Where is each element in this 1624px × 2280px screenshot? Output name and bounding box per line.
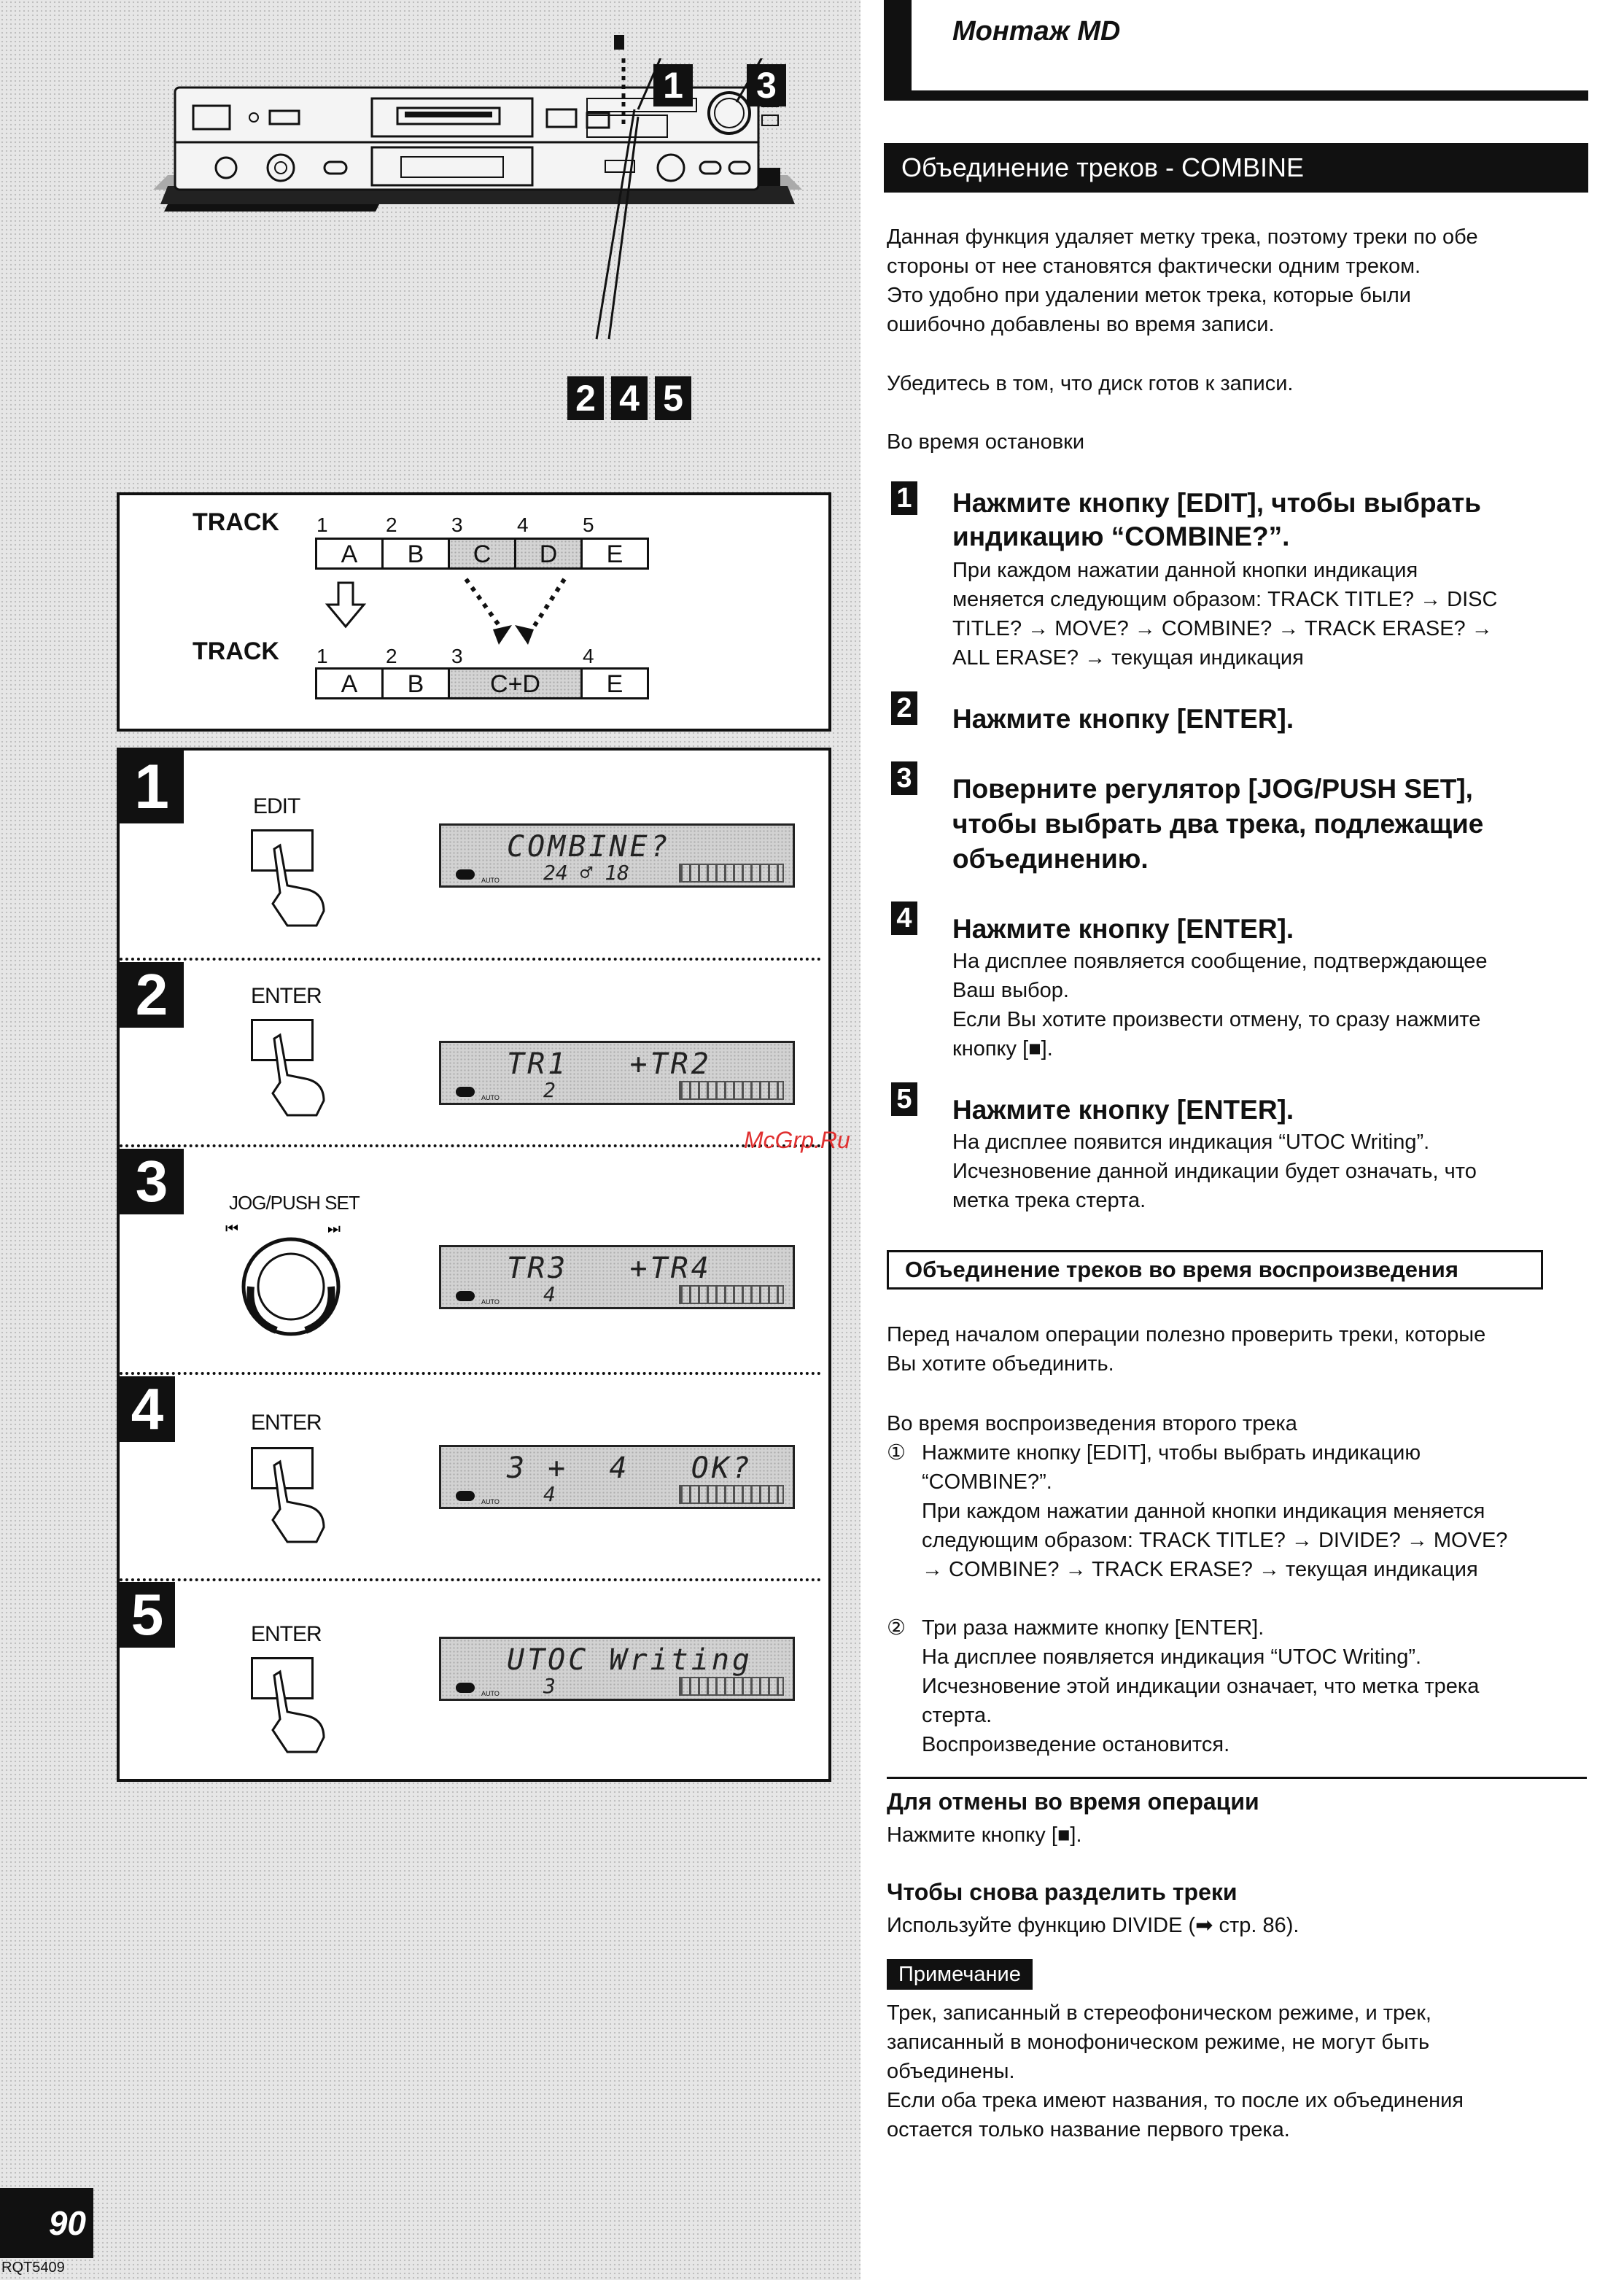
track-number: 3 (451, 513, 463, 536)
doc-code: RQT5409 (1, 2260, 65, 2276)
intro-line: ошибочно добавлены во время записи. (887, 313, 1275, 336)
note-label: Примечание (887, 1959, 1033, 1990)
note-line: Если оба трека имеют названия, то после их объединения (887, 2089, 1464, 2112)
step-heading: Нажмите кнопку [EDIT], чтобы выбрать (952, 488, 1481, 518)
list-item-line: Воспроизведение остановится. (922, 1733, 1230, 1756)
step-body: На дисплее появится индикация “UTOC Writing”. (952, 1131, 1430, 1154)
list-item-line: Три раза нажмите кнопку [ENTER]. (922, 1616, 1264, 1640)
panel-step-2: 2 (120, 962, 184, 1028)
cancel-text: Нажмите кнопку [■]. (887, 1823, 1082, 1847)
track-number: 3 (451, 645, 463, 667)
list-item-line: стерта. (922, 1704, 992, 1727)
step-body: TITLE? → MOVE? → COMBINE? → TRACK ERASE? → (952, 617, 1493, 640)
header-bar (884, 0, 912, 95)
intro-line: стороны от нее становятся фактически одним треком. (887, 255, 1421, 278)
split-title: Чтобы снова разделить треки (887, 1879, 1238, 1905)
cancel-title: Для отмены во время операции (887, 1788, 1259, 1815)
display-panel-5 (439, 1637, 795, 1701)
device-callout-2: 2 (567, 376, 604, 420)
track-cell: C (448, 538, 516, 570)
page-title: Монтаж MD (952, 16, 1121, 47)
display-auto-label: AUTO (481, 1298, 500, 1306)
track-diagram (117, 492, 831, 732)
list-item-line: → COMBINE? → TRACK ERASE? → текущая индикация (922, 1558, 1478, 1581)
display-text: TR3 +TR4 (507, 1252, 712, 1285)
display-auto-label: AUTO (481, 877, 500, 884)
step-heading: Поверните регулятор [JOG/PUSH SET], (952, 774, 1473, 804)
track-cell: A (315, 667, 384, 699)
intro-line: Это удобно при удалении меток трека, которые были (887, 284, 1411, 307)
note-line: записанный в монофоническом режиме, не могут быть (887, 2031, 1430, 2054)
enter-button-label: ENTER (251, 984, 322, 1008)
step-heading: объединению. (952, 844, 1149, 874)
display-text: COMBINE? (507, 830, 671, 864)
display-subtext: 24 ♂ 18 (543, 861, 630, 885)
display-panel-1 (439, 823, 795, 888)
panel-step-3: 3 (120, 1149, 184, 1214)
enter-button-label: ENTER (251, 1622, 322, 1646)
jog-label: JOG/PUSH SET (229, 1192, 360, 1214)
panel-divider (120, 1578, 821, 1581)
ready-text: Убедитесь в том, что диск готов к записи. (887, 372, 1294, 395)
step-body: Если Вы хотите произвести отмену, то сразу нажмите (952, 1008, 1481, 1031)
track-cell: B (381, 667, 450, 699)
step-heading: Нажмите кнопку [ENTER]. (952, 914, 1294, 944)
track-cell: B (381, 538, 450, 570)
device-callout-3: 3 (747, 64, 786, 106)
panel-divider (120, 958, 821, 961)
display-panel-2 (439, 1041, 795, 1105)
track-cell: E (580, 538, 649, 570)
step-number-1: 1 (891, 481, 917, 515)
panel-step-4: 4 (120, 1376, 175, 1442)
note-line: объединены. (887, 2060, 1015, 2083)
step-number-4: 4 (891, 901, 917, 935)
display-panel-4 (439, 1445, 795, 1509)
step-number-3: 3 (891, 761, 917, 795)
track-number: 4 (583, 645, 594, 667)
display-subtext: 2 (543, 1078, 556, 1102)
note-line: Трек, записанный в стереофоническом режиме, и трек, (887, 2001, 1431, 2025)
pressing-hand-icon (265, 1668, 331, 1756)
list-item-line: На дисплее появляется индикация “UTOC Writing”. (922, 1645, 1422, 1669)
track-cell: A (315, 538, 384, 570)
panel-divider (120, 1372, 821, 1375)
track-number: 1 (316, 645, 328, 667)
header-rule (884, 90, 1588, 101)
track-number: 1 (316, 513, 328, 536)
track-number: 4 (517, 513, 529, 536)
enter-button-label: ENTER (251, 1411, 322, 1435)
panel-step-1: 1 (120, 751, 184, 823)
step-body: метка трека стерта. (952, 1189, 1146, 1212)
step-body: ALL ERASE? → текущая индикация (952, 646, 1304, 670)
step-number-5: 5 (891, 1082, 917, 1116)
step-heading: чтобы выбрать два трека, подлежащие (952, 809, 1484, 839)
pressing-hand-icon (265, 1458, 331, 1546)
section-rule (887, 1777, 1587, 1779)
note-line: остается только название первого трека. (887, 2118, 1290, 2141)
step-body: меняется следующим образом: TRACK TITLE? → DISC (952, 588, 1498, 611)
list-item-line: Нажмите кнопку [EDIT], чтобы выбрать индикацию (922, 1441, 1421, 1465)
display-subtext: 3 (543, 1674, 556, 1698)
split-text: Используйте функцию DIVIDE (➡ стр. 86). (887, 1914, 1299, 1937)
list-item-line: “COMBINE?”. (922, 1470, 1052, 1494)
pressing-hand-icon (265, 842, 331, 929)
display-auto-label: AUTO (481, 1498, 500, 1505)
merge-arrows (324, 575, 586, 656)
track-number: 5 (583, 513, 594, 536)
display-subtext: 4 (543, 1482, 556, 1506)
pressing-hand-icon (265, 1031, 331, 1119)
playback-intro: Перед началом операции полезно проверить треки, которые (887, 1323, 1486, 1346)
list-marker: ② (887, 1616, 906, 1640)
panel-divider (120, 1144, 821, 1147)
step-heading: Нажмите кнопку [ENTER]. (952, 704, 1294, 734)
device-callout-1: 1 (653, 64, 693, 106)
step-number-2: 2 (891, 691, 917, 725)
step-body: Исчезновение данной индикации будет означать, что (952, 1160, 1477, 1183)
display-auto-label: AUTO (481, 1690, 500, 1697)
track-cell: C+D (448, 667, 583, 699)
step-body: кнопку [■]. (952, 1037, 1053, 1060)
when-stopped-text: Во время остановки (887, 430, 1085, 454)
track-number: 2 (386, 645, 397, 667)
track-label-after: TRACK (193, 637, 279, 665)
track-cell: D (514, 538, 583, 570)
playback-when: Во время воспроизведения второго трека (887, 1412, 1297, 1435)
page-number: 90 (0, 2188, 93, 2258)
jog-dial-icon (225, 1217, 357, 1341)
display-subtext: 4 (543, 1282, 556, 1306)
display-panel-3 (439, 1245, 795, 1309)
svg-text:⏮: ⏮ (225, 1220, 238, 1237)
display-text: TR1 +TR2 (507, 1047, 712, 1081)
section-title: Объединение треков - COMBINE (884, 143, 1588, 193)
stop-marker-icon (614, 35, 624, 50)
md-deck-illustration (146, 58, 817, 365)
display-text: 3 + 4 OK? (507, 1451, 753, 1485)
list-item-line: Исчезновение этой индикации означает, что метка трека (922, 1675, 1480, 1698)
device-callout-5: 5 (655, 376, 691, 420)
svg-text:⏭: ⏭ (327, 1220, 341, 1237)
watermark: McGrp.Ru (744, 1127, 850, 1153)
step-body: При каждом нажатии данной кнопки индикация (952, 559, 1418, 582)
edit-button-label: EDIT (253, 794, 300, 818)
intro-line: Данная функция удаляет метку трека, поэтому треки по обе (887, 225, 1478, 249)
device-callout-4: 4 (611, 376, 648, 420)
list-item-line: При каждом нажатии данной кнопки индикация меняется (922, 1500, 1485, 1523)
list-item-line: следующим образом: TRACK TITLE? → DIVIDE? → MOVE? (922, 1529, 1508, 1552)
list-marker: ① (887, 1441, 906, 1465)
display-auto-label: AUTO (481, 1094, 500, 1101)
track-cell: E (580, 667, 649, 699)
step-heading: Нажмите кнопку [ENTER]. (952, 1095, 1294, 1125)
playback-intro: Вы хотите объединить. (887, 1352, 1114, 1376)
panel-step-5: 5 (120, 1582, 175, 1648)
steps-panel (117, 748, 831, 1782)
step-body: Ваш выбор. (952, 979, 1069, 1002)
playback-section-title: Объединение треков во время воспроизведения (887, 1250, 1543, 1290)
step-body: На дисплее появляется сообщение, подтверждающее (952, 950, 1488, 973)
track-number: 2 (386, 513, 397, 536)
display-text: UTOC Writing (507, 1643, 753, 1677)
step-heading: индикацию “COMBINE?”. (952, 521, 1290, 551)
track-label-before: TRACK (193, 508, 279, 536)
